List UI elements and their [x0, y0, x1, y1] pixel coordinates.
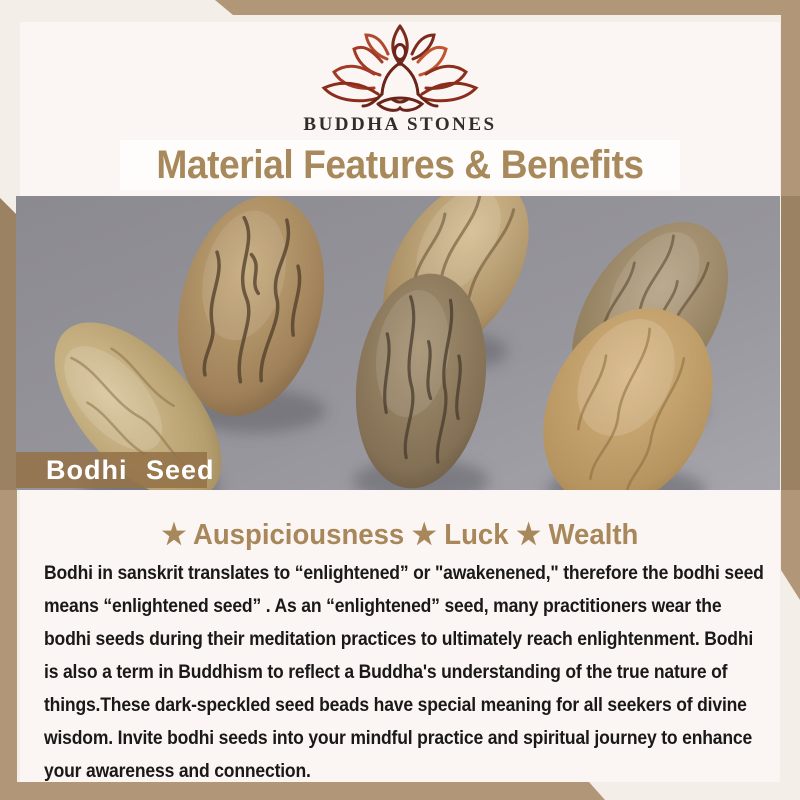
description-line: wisdom. Invite bodhi seeds into your mindful practice and spiritual journey to enhance — [44, 727, 753, 749]
brand-name: BUDDHA STONES — [303, 114, 497, 135]
description-line: means “enlightened seed” . As an “enlightened” seed, many practitioners wear the — [44, 595, 722, 617]
right-accent-bar-dark-segment — [781, 196, 800, 490]
product-photo — [16, 196, 780, 490]
left-accent-bar-dark-segment — [0, 198, 17, 490]
description-line: things.These dark-speckled seed beads have special meaning for all seekers of divine — [44, 694, 747, 716]
description-line: bodhi seeds during their meditation practices to ultimately reach enlightenment. Bodhi — [44, 628, 754, 650]
top-accent-bar — [215, 0, 800, 15]
photo-label: Bodhi Seed — [16, 452, 207, 488]
description-line: Bodhi in sanskrit translates to “enlightened” or "awakenened," therefore the bodhi seed — [44, 562, 764, 584]
lotus-meditation-logo — [318, 22, 482, 116]
bodhi-seeds-image — [16, 196, 780, 490]
description-line: your awareness and connection. — [44, 760, 311, 782]
description-line: is also a term in Buddhism to reflect a Buddha's understanding of the true nature of — [44, 661, 728, 683]
section-title: Material Features & Benefits — [156, 142, 644, 187]
section-title-banner — [120, 140, 680, 190]
description-text — [44, 557, 764, 788]
benefits-headline: ★ Auspiciousness ★ Luck ★ Wealth — [161, 519, 639, 551]
